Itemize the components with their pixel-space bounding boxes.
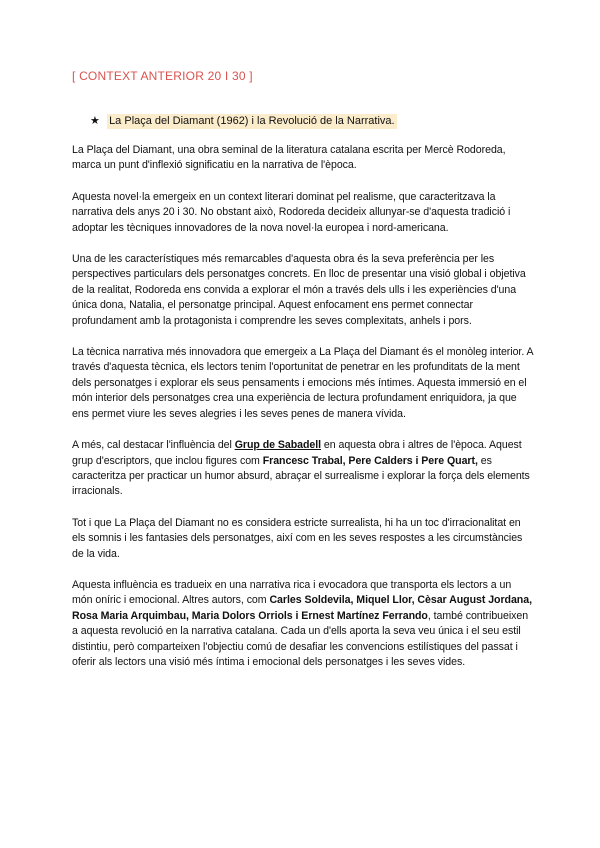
- section-title: [ CONTEXT ANTERIOR 20 I 30 ]: [72, 69, 253, 83]
- paragraph-7-text-b: , també contribueixen a aquesta revolució en la narrativa catalana. Cada un d'ells aporta la seva veu única i el seu estil distintiu, però comparteixen l'objectiu comú de desafiar les convencions estilístiques del passat i oferir als lectors una visió més íntima i emocional dels personatges i les seves vides.: [72, 609, 529, 668]
- paragraph-7-authors: Carles Soldevila, Miquel Llor, Cèsar August Jordana, Rosa Maria Arquimbau, Maria Dolors Orriols i Ernest Martínez Ferrando: [72, 594, 532, 622]
- paragraph-5-text-a: A més, cal destacar l'influència del: [72, 439, 235, 452]
- paragraph-7-text-a: Aquesta influència es tradueix en una narrativa rica i evocadora que transporta els lectors a un món oníric i emocional. Altres autors, com: [72, 578, 512, 607]
- paragraph-2: Aquesta novel·la emergeix en un context literari dominat pel realisme, que caracteritzava la narrativa dels anys 20 i 30. No obstant això, Rodoreda decideix allunyar-se d'aquesta tradició i adoptar les tècniques innovadores de la nova novel·la europea i nord-americana.: [72, 190, 511, 234]
- grup-de-sabadell-link[interactable]: Grup de Sabadell: [234, 439, 322, 452]
- highlight-text: La Plaça del Diamant (1962) i la Revolució de la Narrativa.: [109, 115, 395, 127]
- paragraph-5-text-b: en aquesta obra i altres de l'època. Aquest grup d'escriptors, que inclou figures com: [72, 439, 522, 467]
- paragraph-1: La Plaça del Diamant, una obra seminal de la literatura catalana escrita per Mercè Rodoreda, marca un punt d'inflexió significatiu en la narrativa de l'època.: [72, 144, 506, 172]
- paragraph-5-authors: Francesc Trabal, Pere Calders i Pere Quart,: [262, 454, 478, 467]
- highlight-heading: [90, 114, 397, 127]
- paragraph-7: [72, 578, 534, 670]
- star-icon: ★: [90, 115, 100, 127]
- paragraph-5: [72, 438, 534, 500]
- body-text: [72, 143, 534, 686]
- paragraph-3: Una de les característiques més remarcables d'aquesta obra és la seva preferència per les perspectives particulars dels personatges concrets. En lloc de presentar una visió global i objetiva de la realitat, Rodoreda ens convida a explorar el món a través dels ulls i les experiències d'una única dona, Natalia, el personatge principal. Aquest enfocament ens permet connectar profundament amb la protagonista i comprendre les seves complexitats, anhels i pors.: [72, 253, 526, 327]
- paragraph-4: La tècnica narrativa més innovadora que emergeix a La Plaça del Diamant és el monòleg interior. A través d'aquesta tècnica, els lectors tenim l'oportunitat de penetrar en les profunditats de la ment dels personatges i explorar els seus pensaments i emocions més íntimes. Aquesta immersió en el món interior dels personatges crea una experiència de lectura profundament enriquidora, ja que ens permet viure les seves alegries i les seves penes de manera vívida.: [72, 346, 533, 420]
- paragraph-6: Tot i que La Plaça del Diamant no es considera estricte surrealista, hi ha un toc d'irracionalitat en els somnis i les fantasies dels personatges, així com en les seves respostes a les circumstàncies de la vida.: [72, 516, 523, 560]
- paragraph-5-text-c: es caracteritza per practicar un humor absurd, abraçar el surrealisme i explorar la força dels elements irracionals.: [72, 454, 530, 498]
